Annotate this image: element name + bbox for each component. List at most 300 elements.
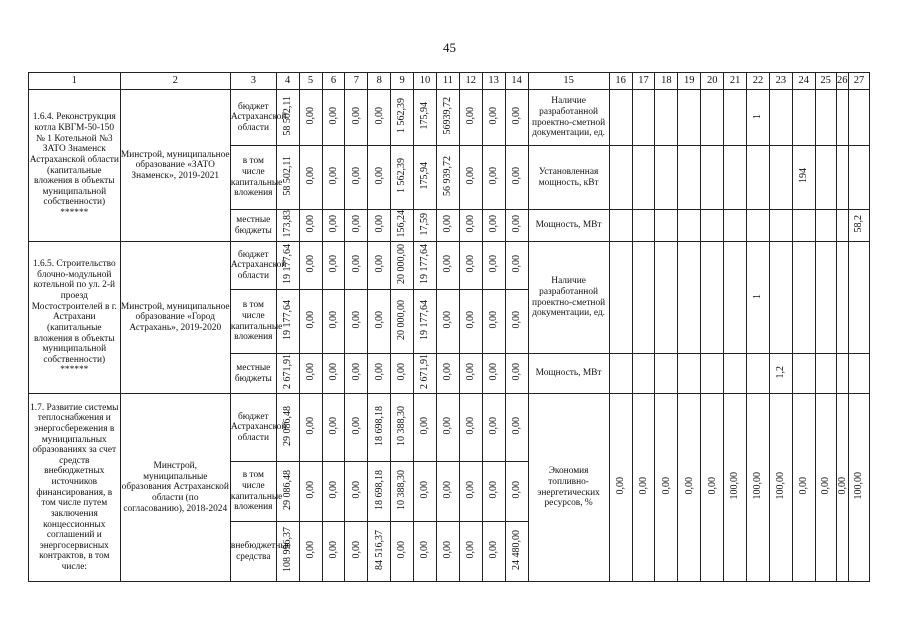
amount-value: 0,00 (304, 311, 316, 329)
column-header: 13 (482, 73, 505, 90)
column-header: 14 (505, 73, 528, 90)
amount-value: 0,00 (304, 417, 316, 435)
amount-value: 0,00 (350, 417, 362, 435)
funding-source: в том числе капитальные вложения (230, 290, 276, 354)
amount-cell (436, 462, 459, 522)
target-cell (849, 90, 870, 146)
amount-cell (482, 290, 505, 354)
amount-value: 0,00 (488, 166, 500, 185)
amount-value: 0,00 (488, 363, 500, 381)
amount-value: 19 177,64 (419, 299, 431, 340)
amount-cell (459, 394, 482, 462)
funding-source: в том числе капитальные вложения (230, 146, 276, 210)
target-value: 1 (752, 114, 764, 120)
amount-value: 0,00 (442, 417, 454, 435)
amount-value: 0,00 (350, 363, 362, 381)
amount-value: 0,00 (442, 481, 454, 499)
amount-cell (391, 146, 414, 210)
indicator-name: Мощность, МВт (528, 210, 609, 242)
target-cell (655, 146, 678, 210)
target-cell (632, 242, 655, 354)
table-row (29, 90, 870, 146)
amount-value: 19 177,64 (282, 243, 294, 284)
measure-title: 1.6.5. Строительство блочно-модульной котельной по ул. 2-й проезд Мостостроителей в г. Астрахани (капитальные вложения в объекты муниципальной собственности) ****** (29, 242, 121, 394)
amount-cell (391, 462, 414, 522)
target-value: 58,2 (853, 215, 865, 233)
amount-value: 0,00 (465, 255, 477, 273)
target-value: 0,00 (706, 477, 718, 495)
amount-cell (299, 90, 322, 146)
amount-cell (436, 394, 459, 462)
measure-executor: Минстрой, муниципальные образования Астраханской области (по согласованию), 2018-2024 (120, 394, 230, 582)
amount-cell (414, 462, 437, 522)
amount-cell (391, 210, 414, 242)
amount-cell (345, 462, 368, 522)
amount-cell (414, 90, 437, 146)
target-cell (609, 146, 632, 210)
amount-cell (322, 90, 345, 146)
amount-cell (482, 242, 505, 290)
target-value: 0,00 (660, 477, 672, 495)
amount-value: 10 388,30 (396, 469, 408, 510)
amount-value: 56939,72 (442, 96, 454, 135)
table-body (29, 73, 870, 582)
target-value: 1 (752, 294, 764, 300)
target-cell (701, 90, 724, 146)
amount-value: 0,00 (488, 255, 500, 273)
column-header: 8 (368, 73, 391, 90)
amount-value: 0,00 (350, 481, 362, 499)
amount-cell (459, 290, 482, 354)
amount-value: 58 502,11 (282, 95, 294, 136)
indicator-name: Экономия топливно-энергетических ресурсов, % (528, 394, 609, 582)
target-cell (815, 354, 836, 394)
target-cell (678, 354, 701, 394)
target-cell (609, 354, 632, 394)
amount-value: 0,00 (488, 311, 500, 329)
column-header: 25 (815, 73, 836, 90)
amount-cell (414, 394, 437, 462)
target-cell (701, 354, 724, 394)
amount-value: 0,00 (465, 417, 477, 435)
amount-cell (368, 242, 391, 290)
table-row (29, 242, 870, 290)
amount-value: 175,94 (419, 101, 431, 130)
amount-cell (505, 90, 528, 146)
amount-value: 0,00 (373, 255, 385, 273)
amount-cell (505, 354, 528, 394)
target-cell (815, 90, 836, 146)
amount-value: 0,00 (465, 481, 477, 499)
target-cell (769, 242, 792, 354)
target-cell (655, 242, 678, 354)
amount-cell (322, 242, 345, 290)
amount-cell (299, 146, 322, 210)
amount-cell (436, 146, 459, 210)
target-cell (747, 354, 770, 394)
header-row (29, 73, 870, 90)
target-cell (849, 394, 870, 582)
target-value: 100,00 (775, 472, 787, 500)
target-value: 0,00 (683, 477, 695, 495)
target-value: 0,00 (798, 477, 810, 495)
target-cell (609, 210, 632, 242)
amount-cell (505, 462, 528, 522)
amount-cell (391, 522, 414, 582)
target-cell (747, 146, 770, 210)
target-cell (655, 90, 678, 146)
target-cell (849, 146, 870, 210)
amount-value: 0,00 (510, 255, 522, 273)
column-header: 1 (29, 73, 121, 90)
amount-value: 0,00 (373, 106, 385, 125)
amount-cell (299, 242, 322, 290)
amount-cell (482, 354, 505, 394)
target-cell (815, 210, 836, 242)
amount-value: 0,00 (304, 481, 316, 499)
amount-value: 0,00 (419, 417, 431, 435)
amount-value: 0,00 (510, 311, 522, 329)
amount-cell (322, 394, 345, 462)
amount-value: 58 502,11 (282, 155, 294, 196)
amount-value: 0,00 (327, 311, 339, 329)
amount-cell (505, 210, 528, 242)
column-header: 2 (120, 73, 230, 90)
funding-source: бюджет Астраханской области (230, 90, 276, 146)
amount-value: 84 516,37 (373, 529, 385, 570)
amount-cell (459, 242, 482, 290)
amount-cell (482, 210, 505, 242)
amount-cell (414, 146, 437, 210)
column-header: 9 (391, 73, 414, 90)
target-cell (836, 354, 848, 394)
amount-value: 0,00 (488, 481, 500, 499)
amount-value: 0,00 (304, 215, 316, 233)
amount-cell (276, 522, 299, 582)
amount-cell (391, 354, 414, 394)
column-header: 5 (299, 73, 322, 90)
amount-value: 0,00 (442, 215, 454, 233)
amount-value: 0,00 (510, 417, 522, 435)
funding-source: бюджет Астраханской области (230, 242, 276, 290)
target-cell (609, 394, 632, 582)
target-cell (836, 146, 848, 210)
amount-value: 0,00 (350, 255, 362, 273)
amount-cell (322, 354, 345, 394)
amount-value: 0,00 (373, 166, 385, 185)
amount-value: 0,00 (373, 215, 385, 233)
amount-cell (505, 146, 528, 210)
amount-cell (505, 394, 528, 462)
amount-cell (459, 354, 482, 394)
target-cell (655, 354, 678, 394)
amount-value: 29 086,48 (282, 469, 294, 510)
amount-value: 2 671,91 (282, 354, 294, 390)
target-cell (724, 394, 747, 582)
target-cell (849, 354, 870, 394)
amount-value: 0,00 (442, 541, 454, 559)
amount-value: 0,00 (327, 255, 339, 273)
target-cell (632, 354, 655, 394)
amount-cell (345, 354, 368, 394)
target-cell (769, 354, 792, 394)
amount-cell (436, 90, 459, 146)
amount-cell (299, 210, 322, 242)
target-cell (769, 90, 792, 146)
amount-cell (505, 242, 528, 290)
column-header: 19 (678, 73, 701, 90)
target-cell (632, 146, 655, 210)
column-header: 12 (459, 73, 482, 90)
amount-value: 0,00 (327, 417, 339, 435)
target-cell (724, 242, 747, 354)
funding-source: внебюджетные средства (230, 522, 276, 582)
amount-value: 0,00 (327, 215, 339, 233)
column-header: 6 (322, 73, 345, 90)
target-cell (655, 394, 678, 582)
table-row (29, 394, 870, 462)
target-cell (792, 242, 815, 354)
target-cell (724, 90, 747, 146)
amount-value: 0,00 (304, 541, 316, 559)
target-cell (724, 354, 747, 394)
funding-source: местные бюджеты (230, 354, 276, 394)
amount-cell (368, 462, 391, 522)
amount-cell (459, 522, 482, 582)
amount-value: 17,59 (419, 212, 431, 235)
target-cell (678, 146, 701, 210)
amount-cell (414, 290, 437, 354)
target-cell (836, 210, 848, 242)
target-cell (747, 394, 770, 582)
target-cell (609, 90, 632, 146)
amount-value: 1 562,39 (396, 158, 408, 194)
amount-value: 0,00 (350, 106, 362, 125)
amount-cell (322, 146, 345, 210)
amount-cell (436, 242, 459, 290)
amount-cell (414, 354, 437, 394)
amount-value: 0,00 (350, 541, 362, 559)
amount-value: 0,00 (465, 215, 477, 233)
amount-cell (482, 90, 505, 146)
amount-value: 18 698,18 (373, 405, 385, 446)
amount-cell (322, 522, 345, 582)
target-cell (769, 146, 792, 210)
amount-value: 0,00 (465, 166, 477, 185)
column-header: 11 (436, 73, 459, 90)
amount-cell (345, 290, 368, 354)
amount-value: 20 000,00 (396, 243, 408, 284)
amount-value: 1 562,39 (396, 98, 408, 134)
target-cell (815, 146, 836, 210)
amount-value: 0,00 (396, 363, 408, 381)
amount-value: 0,00 (510, 106, 522, 125)
target-value: 100,00 (752, 472, 764, 500)
amount-value: 0,00 (327, 481, 339, 499)
amount-value: 0,00 (488, 541, 500, 559)
target-cell (792, 354, 815, 394)
column-header: 20 (701, 73, 724, 90)
amount-cell (322, 290, 345, 354)
amount-value: 108 996,37 (282, 527, 294, 573)
program-table (28, 72, 870, 582)
target-cell (701, 210, 724, 242)
amount-value: 0,00 (327, 166, 339, 185)
amount-value: 24 480,00 (510, 529, 522, 570)
amount-cell (368, 394, 391, 462)
amount-value: 0,00 (442, 255, 454, 273)
target-cell (849, 242, 870, 354)
funding-source: местные бюджеты (230, 210, 276, 242)
amount-value: 0,00 (488, 417, 500, 435)
target-cell (769, 210, 792, 242)
target-cell (678, 210, 701, 242)
amount-value: 0,00 (419, 481, 431, 499)
target-value: 0,00 (819, 477, 831, 495)
column-header: 17 (632, 73, 655, 90)
amount-cell (368, 90, 391, 146)
amount-cell (414, 522, 437, 582)
amount-cell (459, 90, 482, 146)
amount-cell (391, 290, 414, 354)
amount-value: 20 000,00 (396, 299, 408, 340)
column-header: 21 (724, 73, 747, 90)
amount-cell (345, 210, 368, 242)
amount-value: 19 177,64 (282, 299, 294, 340)
amount-value: 0,00 (510, 363, 522, 381)
amount-value: 0,00 (350, 215, 362, 233)
amount-value: 0,00 (350, 166, 362, 185)
target-cell (701, 146, 724, 210)
amount-cell (368, 210, 391, 242)
target-cell (836, 90, 848, 146)
amount-value: 0,00 (304, 363, 316, 381)
column-header: 7 (345, 73, 368, 90)
amount-value: 0,00 (373, 311, 385, 329)
amount-cell (276, 354, 299, 394)
target-cell (747, 90, 770, 146)
amount-value: 29 086,48 (282, 405, 294, 446)
amount-cell (391, 242, 414, 290)
amount-cell (436, 210, 459, 242)
target-cell (632, 210, 655, 242)
amount-value: 2 671,91 (419, 354, 431, 390)
target-cell (836, 394, 848, 582)
amount-cell (482, 522, 505, 582)
amount-cell (368, 290, 391, 354)
target-value: 0,00 (836, 477, 848, 495)
amount-cell (436, 522, 459, 582)
target-cell (769, 394, 792, 582)
amount-cell (322, 210, 345, 242)
amount-value: 0,00 (465, 363, 477, 381)
amount-cell (482, 146, 505, 210)
amount-cell (299, 394, 322, 462)
amount-value: 0,00 (419, 541, 431, 559)
amount-cell (391, 90, 414, 146)
amount-value: 10 388,30 (396, 405, 408, 446)
amount-value: 0,00 (373, 363, 385, 381)
amount-value: 0,00 (488, 215, 500, 233)
amount-value: 19 177,64 (419, 243, 431, 284)
target-cell (724, 210, 747, 242)
amount-cell (368, 146, 391, 210)
amount-cell (345, 394, 368, 462)
amount-cell (459, 210, 482, 242)
amount-cell (368, 522, 391, 582)
funding-source: бюджет Астраханской области (230, 394, 276, 462)
target-value: 0,00 (614, 477, 626, 495)
target-value: 100,00 (729, 472, 741, 500)
indicator-name: Наличие разработанной проектно-сметной документации, ед. (528, 242, 609, 354)
amount-value: 0,00 (510, 166, 522, 185)
target-cell (678, 90, 701, 146)
amount-value: 0,00 (304, 166, 316, 185)
target-cell (678, 242, 701, 354)
target-cell (655, 210, 678, 242)
measure-title: 1.6.4. Реконструкция котла КВГМ-50-150 № 1 Котельной №3 ЗАТО Знаменск Астраханской области (капитальные вложения в объекты муниципальной собственности) ****** (29, 90, 121, 242)
amount-cell (322, 462, 345, 522)
column-header: 23 (769, 73, 792, 90)
amount-cell (459, 462, 482, 522)
target-cell (632, 394, 655, 582)
funding-source: в том числе капитальные вложения (230, 462, 276, 522)
column-header: 26 (836, 73, 848, 90)
amount-value: 0,00 (442, 363, 454, 381)
target-cell (792, 90, 815, 146)
column-header: 15 (528, 73, 609, 90)
amount-value: 0,00 (396, 541, 408, 559)
target-cell (792, 394, 815, 582)
target-cell (836, 242, 848, 354)
amount-value: 56 939,72 (442, 155, 454, 196)
amount-cell (482, 394, 505, 462)
amount-cell (459, 146, 482, 210)
amount-value: 156,24 (396, 210, 408, 238)
amount-cell (345, 90, 368, 146)
amount-cell (276, 210, 299, 242)
column-header: 24 (792, 73, 815, 90)
amount-cell (414, 242, 437, 290)
amount-cell (505, 522, 528, 582)
column-header: 10 (414, 73, 437, 90)
target-cell (815, 394, 836, 582)
amount-value: 0,00 (442, 311, 454, 329)
amount-cell (505, 290, 528, 354)
amount-value: 0,00 (465, 311, 477, 329)
amount-value: 0,00 (327, 363, 339, 381)
measure-executor: Минстрой, муниципальное образование «Город Астрахань», 2019-2020 (120, 242, 230, 394)
column-header: 4 (276, 73, 299, 90)
measure-title: 1.7. Развитие системы теплоснабжения и энергосбережения в муниципальных образованиях за счет средств внебюджетных источников финансирования, в том числе путем заключения концессионных соглашений и энергосервисных контрактов, в том числе: (29, 394, 121, 582)
amount-value: 0,00 (488, 106, 500, 125)
amount-value: 0,00 (465, 106, 477, 125)
target-cell (609, 242, 632, 354)
target-cell (792, 146, 815, 210)
column-header: 22 (747, 73, 770, 90)
target-cell (747, 242, 770, 354)
amount-value: 0,00 (350, 311, 362, 329)
amount-cell (345, 146, 368, 210)
target-cell (815, 242, 836, 354)
indicator-name: Мощность, МВт (528, 354, 609, 394)
amount-value: 173,83 (282, 210, 294, 238)
amount-value: 0,00 (465, 541, 477, 559)
column-header: 3 (230, 73, 276, 90)
page-number: 45 (443, 40, 456, 55)
amount-cell (436, 354, 459, 394)
amount-cell (299, 354, 322, 394)
